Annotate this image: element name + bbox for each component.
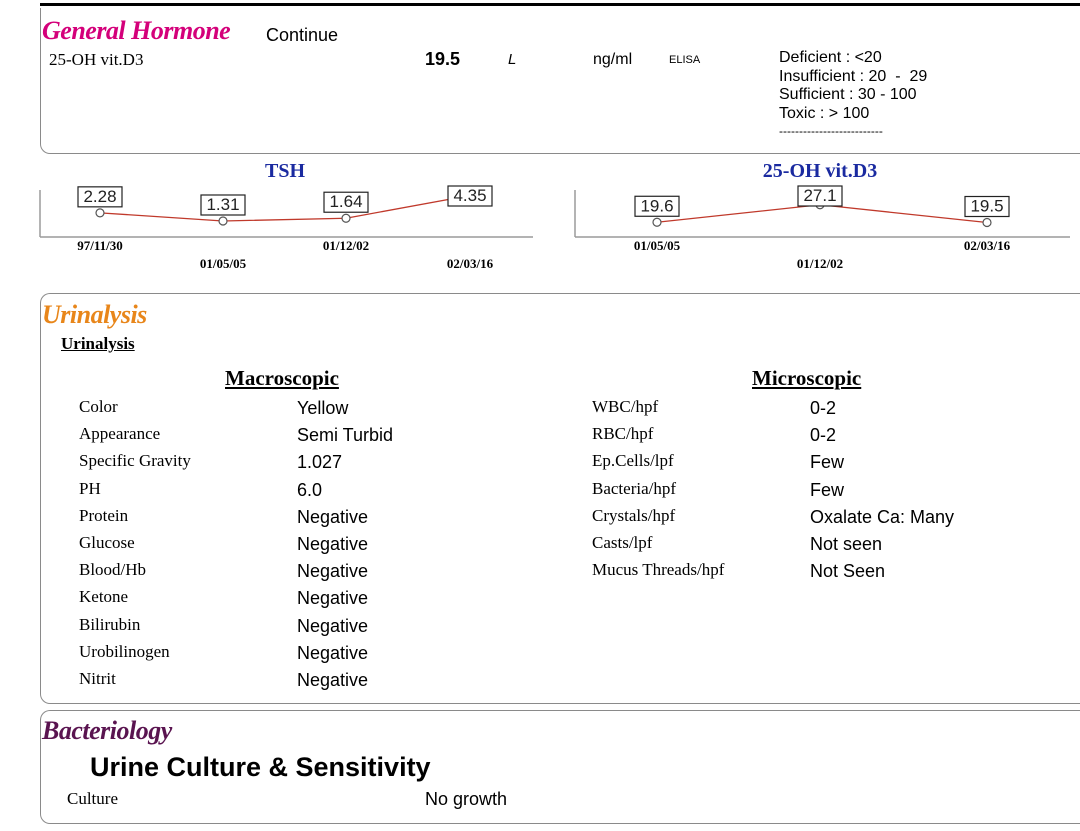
micro-row-label: Casts/lpf [592,533,653,552]
macro-row-value: Negative [297,615,369,636]
micro-row-label: Crystals/hpf [592,505,676,525]
macro-row-value: Yellow [297,398,349,418]
chart-x-tick: 01/05/05 [633,238,681,253]
chart-data-label: 4.35 [453,186,487,205]
micro-row-label: RBC/hpf [592,424,654,444]
vitd3-chart [575,160,1070,271]
macro-row-label: Blood/Hb [79,560,147,580]
chart-data-label: 2.28 [83,186,117,206]
macro-row-label: Color [79,397,118,416]
top-border [40,0,1080,6]
chart-data-label: 1.64 [329,192,363,212]
chart-x-tick: 01/12/02 [322,238,370,253]
macro-row-label: Specific Gravity [79,451,191,471]
test-method: ELISA [669,54,701,66]
micro-row-value: Not Seen [810,561,886,582]
macro-row-label: Protein [79,505,129,525]
chart-series-line [100,195,470,221]
reference-deficient: Deficient : <20 [779,49,882,66]
micro-row-label: Mucus Threads/hpf [592,560,725,580]
chart-title: TSH [264,160,306,182]
micro-row-value: Oxalate Ca: Many [810,506,955,527]
micro-row-value: Few [810,452,845,473]
chart-data-label: 1.31 [206,194,240,214]
macro-row-value: 1.027 [297,452,343,473]
micro-row-value: 0-2 [810,425,837,446]
microscopic-header: Microscopic [752,366,862,390]
micro-row-label: Bacteria/hpf [592,478,677,498]
micro-row-label: WBC/hpf [592,397,659,416]
macro-row-value: Negative [297,561,369,582]
chart-data-label: 27.1 [803,186,837,205]
macro-row-value: Semi Turbid [297,425,394,446]
test-flag: L [508,51,517,68]
micro-row-value: 0-2 [810,398,837,418]
culture-value: No growth [425,789,508,809]
chart-x-tick: 97/11/30 [77,238,123,253]
macro-row-value: 6.0 [297,479,323,500]
urinalysis-subtitle: Urinalysis [61,334,135,353]
macro-row-label: Glucose [79,533,135,552]
micro-row-value: Few [810,479,845,500]
chart-x-tick: 01/12/02 [796,256,844,271]
macro-row-value: Negative [297,588,369,609]
chart-point [983,219,991,227]
bacteriology-subtitle: Urine Culture & Sensitivity [90,752,431,782]
macro-row-value: Negative [297,670,369,690]
macro-row-label: Nitrit [79,669,116,688]
chart-x-tick: 01/05/05 [199,256,247,271]
macro-row-value: Negative [297,642,369,663]
macro-row-label: Appearance [79,424,161,444]
bacteriology-section-title: Bacteriology [42,716,172,745]
chart-data-label: 19.6 [640,196,674,216]
macro-row-label: Ketone [79,587,129,607]
chart-point [219,217,227,225]
reference-ranges [779,49,927,139]
urinalysis-section-title: Urinalysis [42,300,147,329]
macro-row-value: Negative [297,506,369,527]
chart-data-label: 19.5 [970,196,1004,216]
reference-insufficient: Insufficient : 20 - 29 [779,67,928,85]
reference-rule: -------------------------- [779,124,883,138]
tsh-chart [40,160,533,271]
test-unit: ng/ml [593,51,633,68]
hormone-section-title: General Hormone [42,16,231,45]
macro-row-label: PH [79,478,101,498]
macroscopic-header: Macroscopic [225,366,339,390]
trend-charts [0,150,1080,280]
chart-point [342,214,350,222]
test-name: 25-OH vit.D3 [49,50,144,69]
culture-label: Culture [67,789,118,808]
continue-label: Continue [266,25,339,45]
chart-x-tick: 02/03/16 [446,256,494,271]
micro-row-value: Not seen [810,534,883,554]
macro-row-label: Urobilinogen [79,641,170,661]
reference-toxic: Toxic : > 100 [779,104,870,122]
chart-x-tick: 02/03/16 [963,238,1011,253]
chart-point [653,218,661,226]
chart-point [96,209,104,217]
macro-row-label: Bilirubin [79,614,141,634]
chart-title: 25-OH vit.D3 [762,160,878,182]
test-value: 19.5 [425,49,461,69]
micro-row-label: Ep.Cells/lpf [592,451,674,471]
macro-row-value: Negative [297,534,369,554]
reference-sufficient: Sufficient : 30 - 100 [779,86,917,103]
urinalysis-panel [40,293,1080,704]
